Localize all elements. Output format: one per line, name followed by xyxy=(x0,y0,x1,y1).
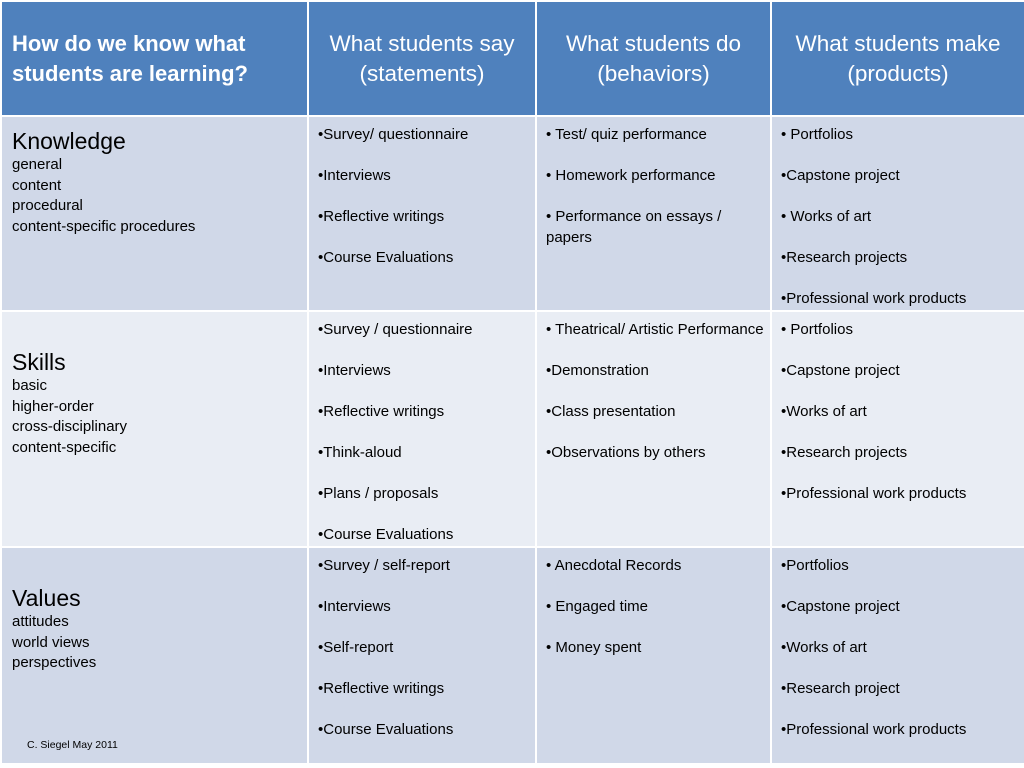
category-subitem: procedural xyxy=(12,197,83,214)
list-item: •Research project xyxy=(781,680,900,697)
list-item: • Anecdotal Records xyxy=(546,557,682,574)
category-title: Values xyxy=(12,585,81,611)
list-item: •Research projects xyxy=(781,444,908,461)
list-item: •Works of art xyxy=(781,403,867,420)
header-row xyxy=(1,1,1024,116)
category-subitem: higher-order xyxy=(12,397,94,415)
list-item: •Interviews xyxy=(318,362,391,379)
list-item: • Works of art xyxy=(781,208,871,225)
list-item: •Interviews xyxy=(318,598,391,615)
cell-skills-do xyxy=(536,311,771,547)
list-item: •Plans / proposals xyxy=(318,485,439,502)
cell-values-say xyxy=(308,547,536,764)
category-subitem: attitudes xyxy=(12,613,69,630)
column-heading-do: What students do (behaviors) xyxy=(536,1,771,116)
list-item: •Professional work products xyxy=(781,290,967,307)
list-item: •Survey / self-report xyxy=(318,557,450,574)
category-title: Skills xyxy=(12,349,66,375)
row-heading-knowledge xyxy=(1,116,308,311)
category-subitem: content-specific procedures xyxy=(12,217,196,235)
list-item: •Self-report xyxy=(318,639,394,656)
list-item: •Professional work products xyxy=(781,485,967,502)
category-subitem: content-specific xyxy=(12,438,117,456)
list-item: • Engaged time xyxy=(546,598,648,615)
cell-knowledge-make xyxy=(771,116,1024,311)
column-heading-make: What students make (products) xyxy=(771,1,1024,116)
list-item: •Reflective writings xyxy=(318,403,445,420)
row-values xyxy=(1,547,1024,764)
author-credit: C. Siegel May 2011 xyxy=(27,739,118,751)
cell-skills-say xyxy=(308,311,536,547)
row-heading-values xyxy=(1,547,308,764)
list-item: •Works of art xyxy=(781,639,867,656)
category-title: Knowledge xyxy=(12,128,126,154)
row-knowledge xyxy=(1,116,1024,311)
list-item: •Research projects xyxy=(781,249,908,266)
category-subitem: content xyxy=(12,176,62,194)
list-item: •Survey / questionnaire xyxy=(318,321,473,338)
list-item: •Course Evaluations xyxy=(318,249,454,266)
list-item: •Capstone project xyxy=(781,598,900,615)
list-item: • Money spent xyxy=(546,639,642,656)
list-item: •Portfolios xyxy=(781,557,849,574)
list-item: •Course Evaluations xyxy=(318,721,454,738)
list-item: •Course Evaluations xyxy=(318,526,454,543)
category-subitem: cross-disciplinary xyxy=(12,418,128,435)
cell-skills-make xyxy=(771,311,1024,547)
cell-values-do xyxy=(536,547,771,764)
cell-knowledge-say xyxy=(308,116,536,311)
row-heading-skills xyxy=(1,311,308,547)
list-item: •Interviews xyxy=(318,167,391,184)
list-item: • Portfolios xyxy=(781,321,853,338)
row-skills xyxy=(1,311,1024,547)
list-item: • Theatrical/ Artistic Performance xyxy=(546,321,764,338)
list-item: •Observations by others xyxy=(546,444,706,461)
list-item: • Homework performance xyxy=(546,167,716,184)
list-item: • Performance on essays / papers xyxy=(546,208,722,246)
list-item: •Reflective writings xyxy=(318,208,445,225)
list-item: • Portfolios xyxy=(781,126,853,143)
category-subitem: world views xyxy=(12,633,90,651)
list-item: •Class presentation xyxy=(546,403,676,420)
list-item: •Survey/ questionnaire xyxy=(318,126,469,143)
corner-heading: How do we know what students are learning? xyxy=(1,1,308,116)
category-subitem: perspectives xyxy=(12,654,97,671)
category-subitem: basic xyxy=(12,377,48,394)
cell-knowledge-do xyxy=(536,116,771,311)
list-item: •Reflective writings xyxy=(318,680,445,697)
list-item: • Test/ quiz performance xyxy=(546,126,707,143)
category-subitem: general xyxy=(12,156,63,173)
list-item: •Demonstration xyxy=(546,362,649,379)
column-heading-say: What students say (statements) xyxy=(308,1,536,116)
cell-values-make xyxy=(771,547,1024,764)
list-item: •Capstone project xyxy=(781,362,900,379)
list-item: •Professional work products xyxy=(781,721,967,738)
list-item: •Capstone project xyxy=(781,167,900,184)
list-item: •Think-aloud xyxy=(318,444,402,461)
